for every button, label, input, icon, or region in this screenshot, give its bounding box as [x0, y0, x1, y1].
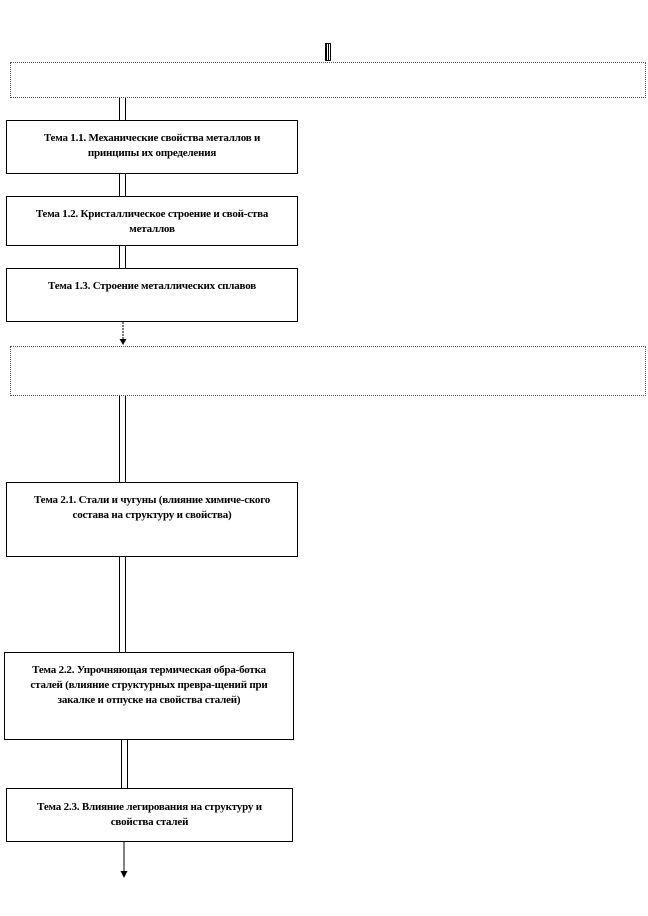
topic-label-1-2: Тема 1.2. Кристаллическое строение и свой-ства металлов [35, 208, 269, 235]
topic-label-1-1: Тема 1.1. Механические свойства металлов и принципы их определения [43, 132, 261, 159]
arrow-topic13-banner2 [120, 322, 127, 345]
topic-label-2-3: Тема 2.3. Влияние легирования на структуру и свойства сталей [37, 801, 262, 828]
topic-box-1-3 [6, 268, 298, 322]
topic-box-2-3 [6, 788, 293, 842]
topic-label-2-2: Тема 2.2. Упрочняющая термическая обра-ботка сталей (влияние структурных превра-щений при закалке и отпуске на свойства сталей) [30, 664, 268, 706]
topic-box-2-2 [4, 652, 294, 740]
topic-box-2-1 [6, 482, 298, 557]
topic-label-1-3: Тема 1.3. Строение металлических сплавов [47, 280, 256, 292]
topic-box-1-1 [6, 120, 298, 174]
topic-box-1-2 [6, 196, 298, 246]
section-banner-2 [10, 346, 646, 396]
arrow-topic23-end [121, 842, 128, 878]
topic-label-2-1: Тема 2.1. Стали и чугуны (влияние химиче-ского состава на структуру и свойства) [33, 494, 271, 521]
